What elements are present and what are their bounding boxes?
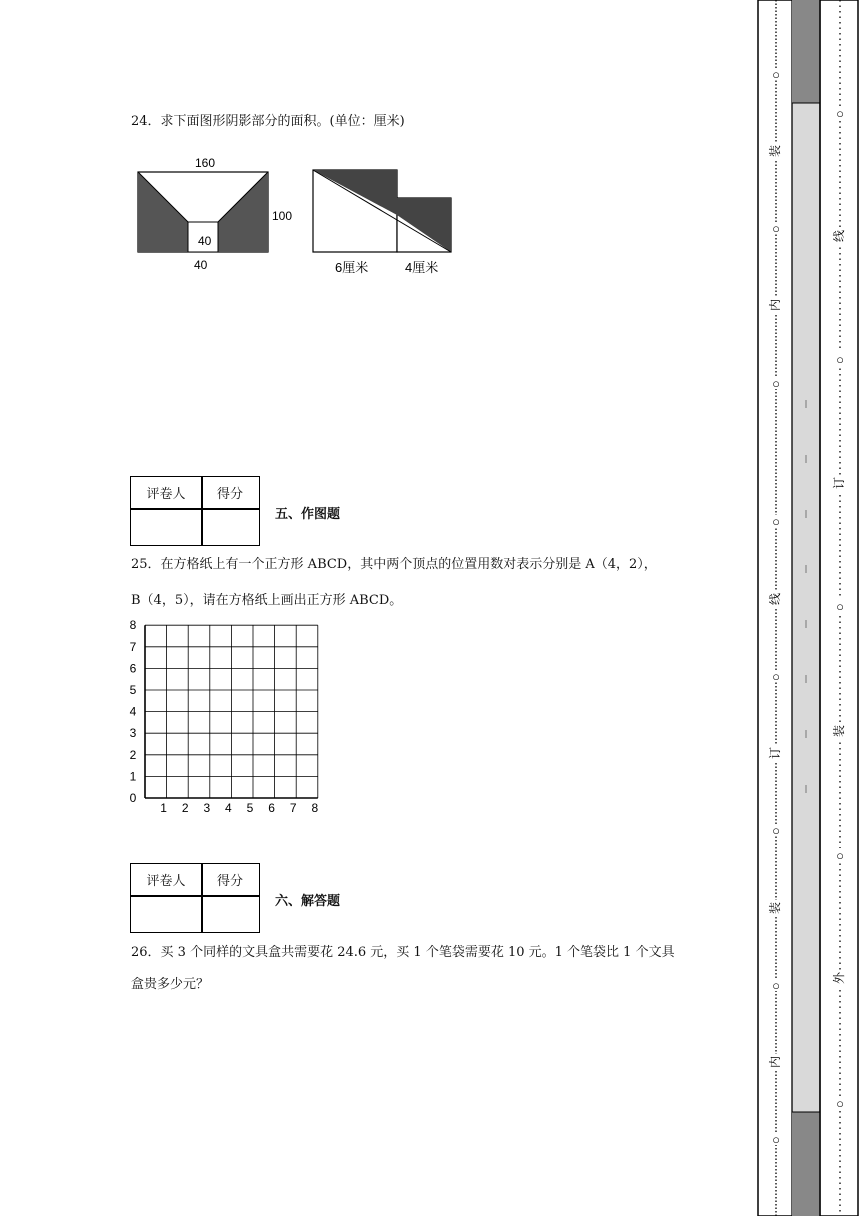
binding-circle: ○ (772, 978, 780, 993)
binding-char: 订 (832, 476, 847, 490)
binding-circle: ○ (836, 599, 844, 614)
binding-circle: ○ (836, 352, 844, 367)
x-tick-label: 6 (268, 801, 275, 815)
x-tick-label: 4 (225, 801, 232, 815)
y-tick-label: 8 (129, 618, 137, 633)
x-tick-label: 2 (181, 801, 189, 815)
binding-circle: ○ (836, 848, 844, 863)
label-160: 160 (195, 156, 216, 170)
label-inner-40: 40 (198, 234, 212, 248)
section5-title: 五、作图题 (275, 507, 341, 522)
score-label: 得分 (216, 487, 243, 502)
binding-char: 线 (768, 592, 783, 606)
section6-title: 六、解答题 (275, 894, 341, 909)
binding-char: 装 (768, 144, 783, 158)
reviewer-label: 评卷人 (146, 487, 186, 502)
x-tick-label: 7 (289, 801, 297, 815)
question-24-text: 24．求下面图形阴影部分的面积。(单位：厘米) (131, 114, 405, 129)
x-tick-label: 8 (311, 801, 319, 815)
y-tick-label: 4 (129, 704, 137, 719)
binding-circle: ○ (836, 1096, 844, 1111)
binding-circle: ○ (772, 669, 780, 684)
binding-char: 订 (768, 746, 783, 760)
q24-figure-trapezoid (120, 150, 300, 275)
score-table-section5 (130, 476, 260, 546)
binding-circle: ○ (772, 514, 780, 529)
gray-strip-top-dark (792, 0, 820, 103)
binding-circle: ○ (772, 376, 780, 391)
y-tick-label: 5 (129, 683, 137, 697)
reviewer-label: 评卷人 (146, 874, 186, 889)
binding-char: 装 (768, 901, 783, 915)
binding-char: 内 (768, 298, 783, 312)
x-tick-label: 1 (160, 801, 167, 815)
y-tick-label: 2 (129, 747, 137, 762)
y-tick-label: 6 (129, 661, 137, 676)
score-label: 得分 (216, 874, 243, 889)
gray-strip (792, 0, 820, 1216)
label-bottom-40: 40 (194, 258, 208, 272)
gray-strip-bottom-dark (792, 1112, 820, 1216)
label-100: 100 (272, 209, 293, 223)
coordinate-grid[interactable] (125, 615, 330, 820)
binding-char: 线 (832, 229, 847, 243)
binding-char: 外 (832, 971, 847, 985)
question-25-line2: B（4，5），请在方格纸上画出正方形 ABCD。 (131, 593, 403, 608)
y-tick-label: 3 (129, 726, 137, 741)
y-tick-label: 0 (129, 791, 137, 805)
score-table-section6 (130, 863, 260, 933)
x-tick-label: 3 (203, 801, 211, 815)
binding-char: 内 (768, 1055, 783, 1069)
y-tick-label: 1 (129, 769, 137, 784)
binding-circle: ○ (772, 823, 780, 838)
label-4cm: 4厘米 (405, 260, 439, 275)
q24-figure-squares (305, 160, 465, 280)
question-25-line1: 25．在方格纸上有一个正方形 ABCD，其中两个顶点的位置用数对表示分别是 A（4，2）， (131, 557, 657, 572)
label-6cm: 6厘米 (335, 260, 369, 275)
binding-circle: ○ (772, 67, 780, 82)
question-26-line2: 盒贵多少元？ (131, 977, 210, 992)
question-26-line1: 26．买 3 个同样的文具盒共需要花 24.6 元，买 1 个笔袋需要花 10 元。1 个笔袋比 1 个文具 (131, 945, 675, 960)
x-tick-label: 5 (246, 801, 254, 815)
y-tick-label: 7 (129, 639, 137, 654)
binding-circle: ○ (772, 1132, 780, 1147)
binding-char: 装 (832, 724, 847, 738)
binding-circle: ○ (836, 106, 844, 121)
binding-circle: ○ (772, 221, 780, 236)
binding-margin (756, 0, 860, 1216)
